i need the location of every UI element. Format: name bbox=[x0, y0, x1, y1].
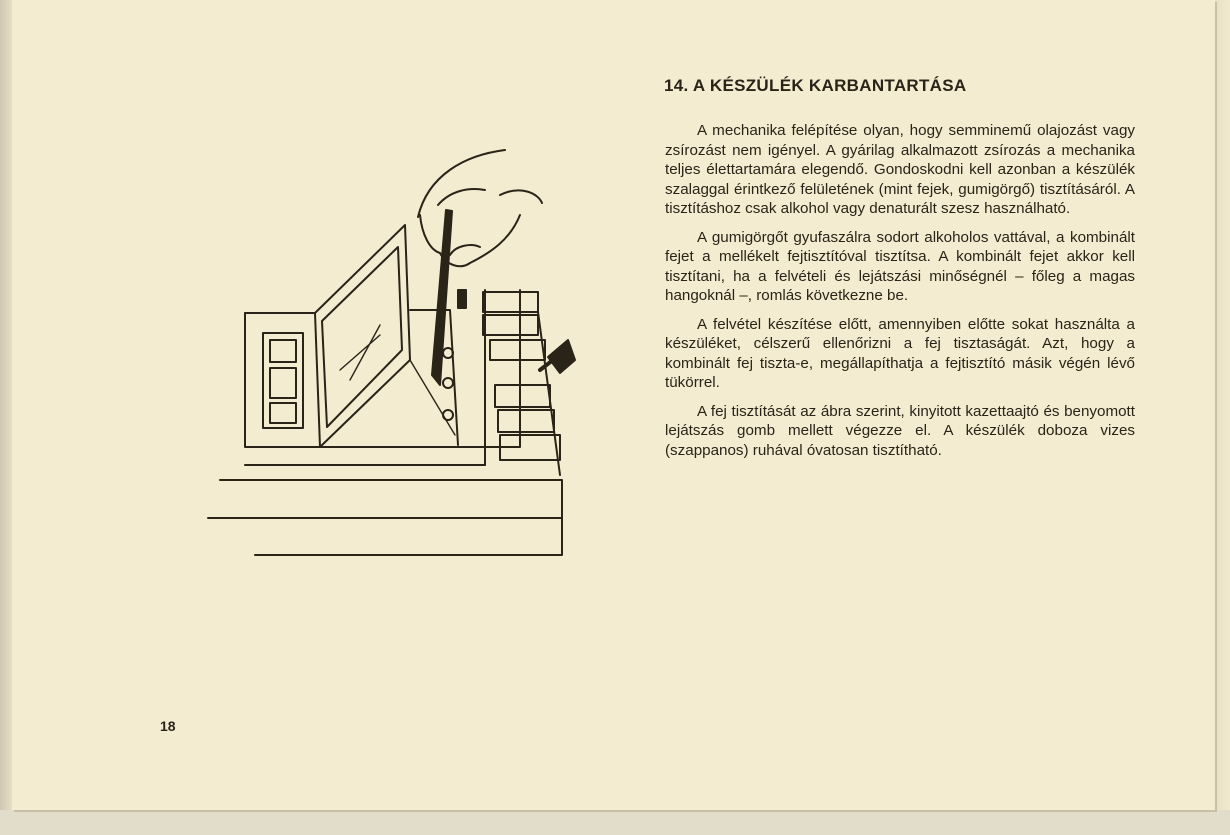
paragraph: A felvétel készítése előtt, amennyiben előtte sokat használta a készüléket, célszerű ellenőrizni a fej tisztaságát. Azt, hogy a kombinált fej tiszta-e, megállapíthatja a fejtisztító másik végén lévő tükörrel. bbox=[665, 315, 1135, 391]
paragraph: A mechanika felépítése olyan, hogy semminemű olajozást vagy zsírozást nem igényel. A gyárilag alkalmazott zsírozás a mechanika teljes élettartamára elegendő. Gondoskodni kell azonban a készülék szalaggal érintkező felületének (mint fejek, gumigörgő) tisztításáról. A tisztításhoz csak alkohol vagy denaturált szesz használható. bbox=[665, 122, 1135, 217]
page-number: 18 bbox=[160, 718, 176, 734]
section-heading: 14. A KÉSZÜLÉK KARBANTARTÁSA bbox=[664, 76, 967, 95]
paragraph: A fej tisztítását az ábra szerint, kinyitott kazettaajtó és benyomott lejátszás gomb mellett végezze el. A készülék doboza vizes (szappanos) ruhával óvatosan tisztítható. bbox=[665, 402, 1135, 459]
next-page-edge bbox=[1215, 0, 1230, 835]
body-text bbox=[665, 121, 1135, 469]
background-strip bbox=[0, 810, 1230, 835]
page-edge-shadow bbox=[0, 0, 12, 835]
paragraph: A gumigörgőt gyufaszálra sodort alkoholos vattával, a kombinált fejet a mellékelt fejtisztítóval tisztítsa. A kombinált fejet akkor kell tisztítani, ha a felvételi és lejátszási minőségnél – főleg a magas hangoknál –, romlás következne be. bbox=[665, 228, 1135, 304]
head-cleaning-illustration bbox=[200, 135, 580, 575]
